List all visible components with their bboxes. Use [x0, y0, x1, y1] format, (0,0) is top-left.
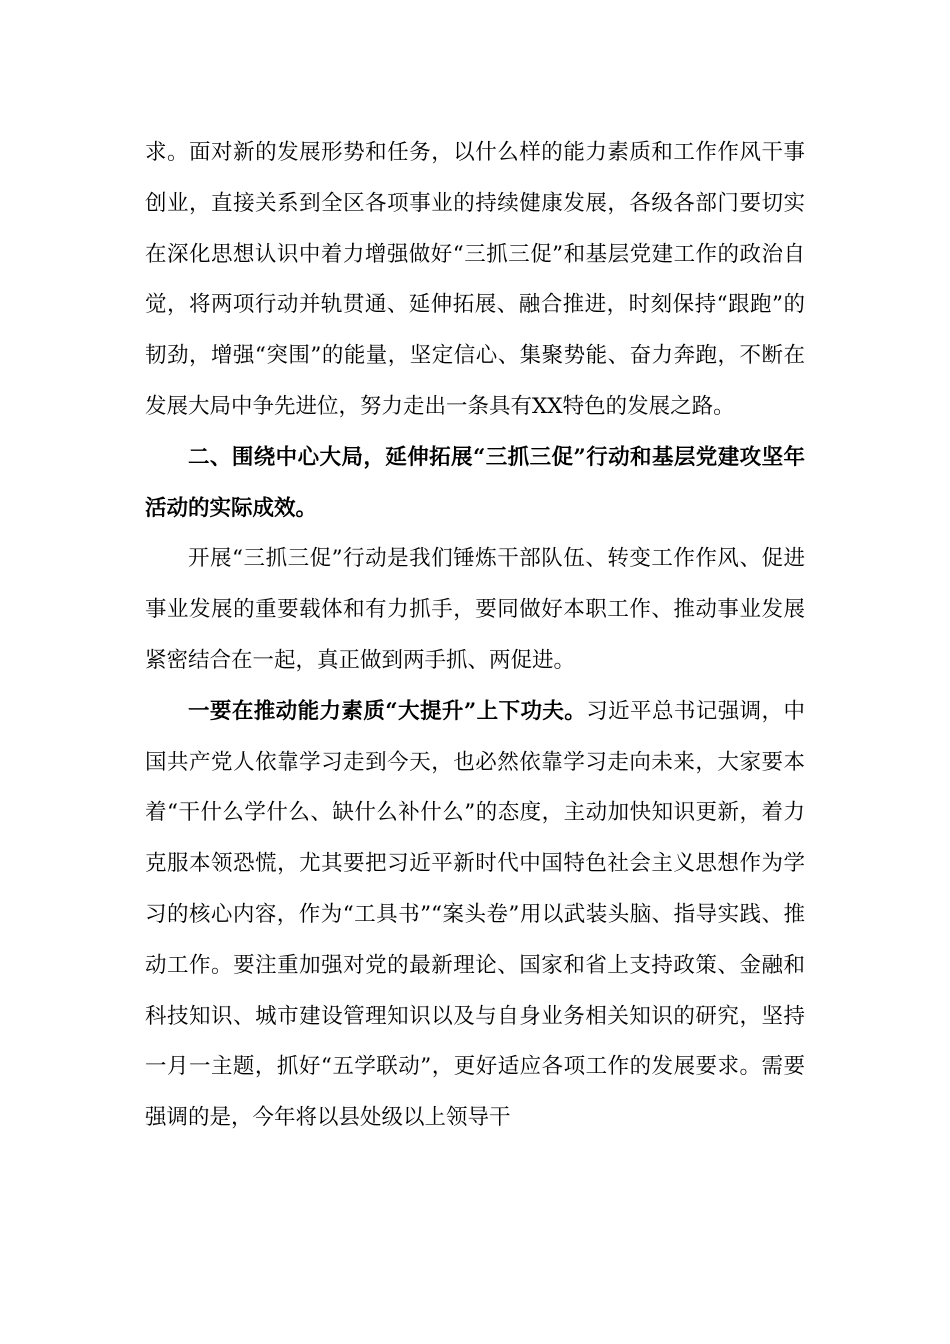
paragraph-point-1-body: 习近平总书记强调，中国共产党人依靠学习走到今天，也必然依靠学习走向未来，大家要本着“干什么学什么、缺什么补什么”的态度，主动加快知识更新，着力克服本领恐慌，尤其要把习近平新时代中国特色社会主义思想作为学习的核心内容，作为“工具书”“案头卷”用以武装头脑、指导实践、推动工作。要注重加强对党的最新理论、国家和省上支持政策、金融和科技知识、城市建设管理知识以及与自身业务相关知识的研究，坚持一月一主题，抓好“五学联动”，更好适应各项工作的发展要求。需要强调的是，今年将以县处级以上领导干 — [145, 698, 805, 1131]
paragraph-point-1-lead: 一要在推动能力素质“大提升”上下功夫。 — [188, 698, 587, 724]
paragraph-continuation: 求。面对新的发展形势和任务，以什么样的能力素质和工作作风干事创业，直接关系到全区各项事业的持续健康发展，各级各部门要切实在深化思想认识中着力增强做好“三抓三促”和基层党建工作的政治自觉，将两项行动并轨贯通、延伸拓展、融合推进，时刻保持“跟跑”的韧劲，增强“突围”的能量，坚定信心、集聚势能、奋力奔跑，不断在发展大局中争先进位，努力走出一条具有XX特色的发展之路。 — [145, 140, 805, 419]
document-page — [145, 128, 805, 1144]
section-heading-2: 二、围绕中心大局，延伸拓展“三抓三促”行动和基层党建攻坚年活动的实际成效。 — [145, 444, 805, 521]
paragraph-intro: 开展“三抓三促”行动是我们锤炼干部队伍、转变工作作风、促进事业发展的重要载体和有力抓手，要同做好本职工作、推动事业发展紧密结合在一起，真正做到两手抓、两促进。 — [145, 546, 805, 673]
paragraph-point-1 — [145, 687, 805, 1144]
